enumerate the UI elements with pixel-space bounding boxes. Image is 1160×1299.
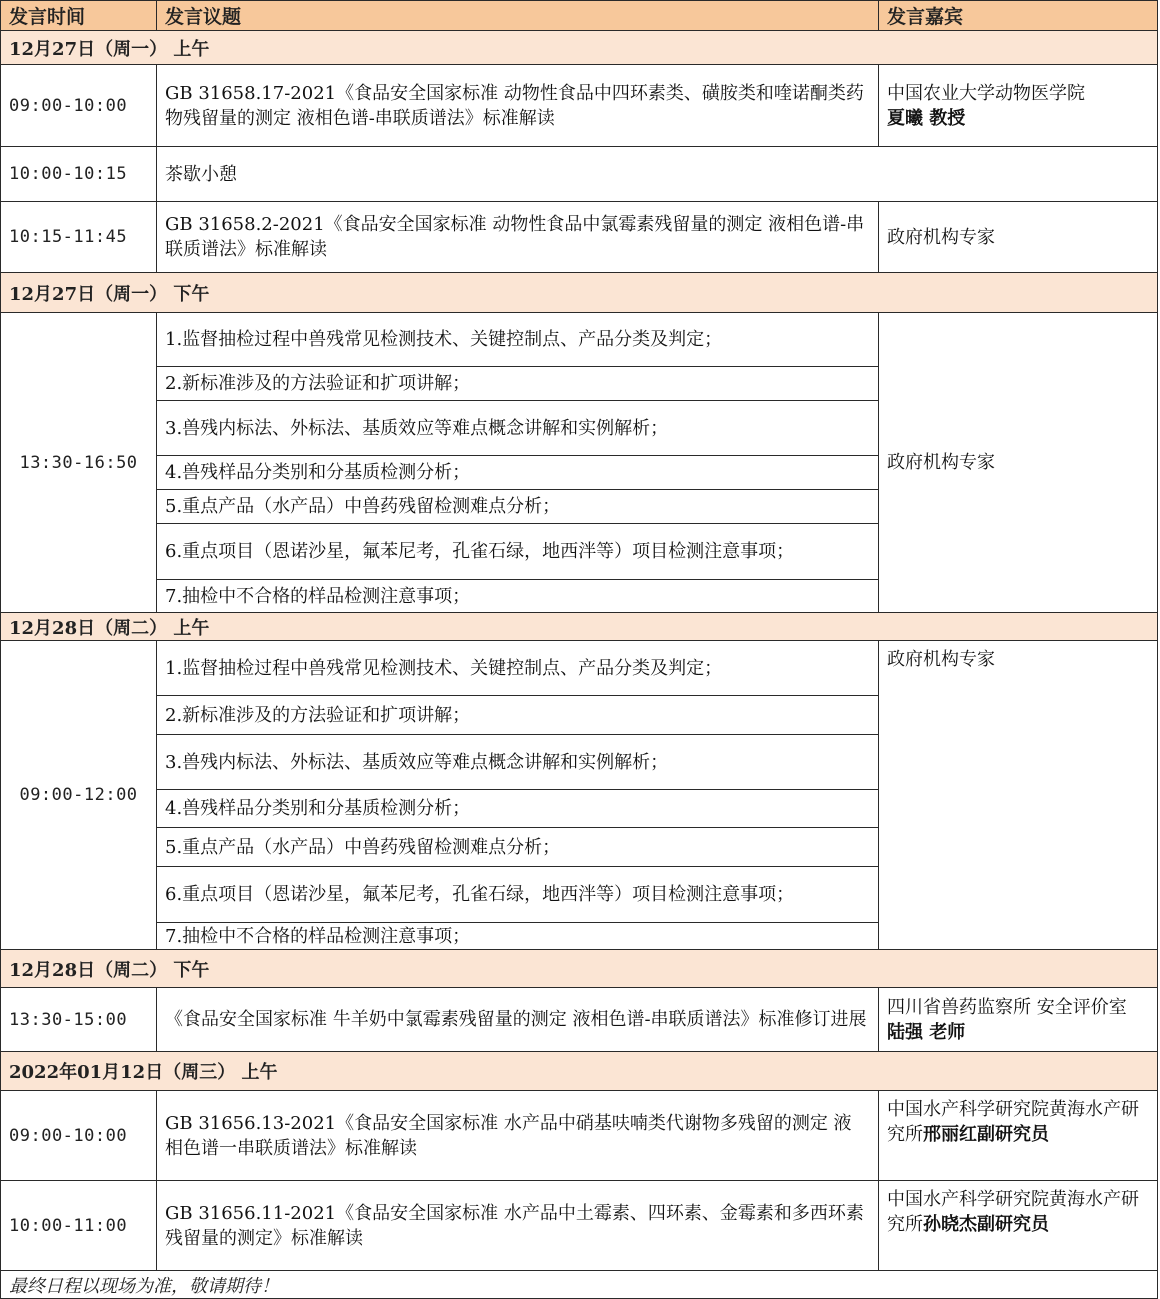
day-label: 12月27日（周一） 上午 xyxy=(9,38,210,60)
speaker-name: 邢丽红副研究员 xyxy=(923,1124,1049,1145)
topic-text: 6.重点项目（恩诺沙星，氟苯尼考，孔雀石绿，地西泮等）项目检测注意事项； xyxy=(165,884,795,905)
header-topic-label: 发言议题 xyxy=(165,6,242,28)
speaker-name: 陆强 老师 xyxy=(887,1021,966,1043)
topic-item xyxy=(156,312,879,367)
topic-text: 7.抽检中不合格的样品检测注意事项； xyxy=(165,925,471,947)
topic-item xyxy=(156,489,879,524)
topic-text: 4.兽残样品分类别和分基质检测分析； xyxy=(165,798,471,819)
topic-text: 6.重点项目（恩诺沙星，氟苯尼考，孔雀石绿，地西泮等）项目检测注意事项； xyxy=(165,541,795,562)
topic-text: 3.兽残内标法、外标法、基质效应等难点概念讲解和实例解析； xyxy=(165,417,669,439)
topic-item xyxy=(156,734,879,790)
topic-text: 5.重点产品（水产品）中兽药残留检测难点分析； xyxy=(165,496,561,517)
footer-note-text: 最终日程以现场为准，敬请期待！ xyxy=(9,1275,279,1297)
topic-text: 5.重点产品（水产品）中兽药残留检测难点分析； xyxy=(165,836,561,858)
topic-item xyxy=(156,523,879,580)
topic-item xyxy=(156,640,879,696)
topic-item xyxy=(156,695,879,735)
header-topic-cell xyxy=(156,0,879,31)
time-cell xyxy=(0,201,157,273)
day-row-3 xyxy=(0,612,1158,641)
time-cell xyxy=(0,640,157,950)
topic-cell xyxy=(156,987,879,1052)
topic-item xyxy=(156,455,879,490)
topic-text: 2.新标准涉及的方法验证和扩项讲解； xyxy=(165,704,471,726)
topic-text: GB 31658.2-2021《食品安全国家标准 动物性食品中氯霉素残留量的测定 液相色谱-串联质谱法》标准解读 xyxy=(165,214,865,260)
header-time-cell xyxy=(0,0,157,31)
day-row-5 xyxy=(0,1051,1158,1091)
time-cell xyxy=(0,987,157,1052)
topic-item xyxy=(156,922,879,950)
speaker-cell xyxy=(878,640,1158,950)
time-cell xyxy=(0,146,157,202)
speaker-org: 中国水产科学研究院黄海水产研究所 xyxy=(887,1189,1139,1235)
speaker-cell xyxy=(878,987,1158,1052)
topic-item xyxy=(156,827,879,867)
time-label: 13:30-15:00 xyxy=(9,1009,128,1030)
topic-text: 1.监督抽检过程中兽残常见检测技术、关键控制点、产品分类及判定； xyxy=(165,329,723,350)
time-label: 09:00-12:00 xyxy=(19,785,138,805)
topic-cell xyxy=(156,1090,879,1181)
topic-item xyxy=(156,789,879,828)
topic-text: 2.新标准涉及的方法验证和扩项讲解； xyxy=(165,373,471,394)
time-cell xyxy=(0,64,157,147)
speaker-name: 孙晓杰副研究员 xyxy=(923,1214,1049,1235)
speaker-org: 政府机构专家 xyxy=(887,649,995,670)
topic-item xyxy=(156,866,879,923)
break-text: 茶歇小憩 xyxy=(165,163,237,185)
time-label: 13:30-16:50 xyxy=(19,452,138,473)
time-cell xyxy=(0,1090,157,1181)
speaker-org: 中国农业大学动物医学院 xyxy=(887,82,1085,104)
topic-text: GB 31658.17-2021《食品安全国家标准 动物性食品中四环素类、磺胺类和喹诺酮类药物残留量的测定 液相色谱-串联质谱法》标准解读 xyxy=(165,82,864,129)
speaker-cell xyxy=(878,201,1158,273)
day-label: 12月28日（周二） 上午 xyxy=(9,617,210,639)
speaker-cell xyxy=(878,1180,1158,1271)
topic-item xyxy=(156,579,879,613)
speaker-name: 夏曦 教授 xyxy=(887,107,966,129)
header-speaker-cell xyxy=(878,0,1158,31)
topic-item xyxy=(156,400,879,456)
day-label: 12月28日（周二） 下午 xyxy=(9,959,210,981)
day-row-1 xyxy=(0,30,1158,65)
speaker-org: 政府机构专家 xyxy=(887,226,995,248)
time-label: 10:00-11:00 xyxy=(9,1215,128,1236)
day-label: 12月27日（周一） 下午 xyxy=(9,283,210,305)
topic-cell xyxy=(156,1180,879,1271)
day-row-2 xyxy=(0,272,1158,313)
time-cell xyxy=(0,1180,157,1271)
time-label: 09:00-10:00 xyxy=(9,1125,128,1146)
day-row-4 xyxy=(0,949,1158,988)
speaker-cell xyxy=(878,312,1158,613)
time-label: 09:00-10:00 xyxy=(9,95,128,116)
topic-text: GB 31656.11-2021《食品安全国家标准 水产品中土霉素、四环素、金霉素和多西环素残留量的测定》标准解读 xyxy=(165,1202,864,1249)
time-cell xyxy=(0,312,157,613)
topic-text: GB 31656.13-2021《食品安全国家标准 水产品中硝基呋喃类代谢物多残留的测定 液相色谱一串联质谱法》标准解读 xyxy=(165,1112,852,1159)
time-label: 10:00-10:15 xyxy=(9,164,128,184)
topic-text: 4.兽残样品分类别和分基质检测分析； xyxy=(165,462,471,483)
topic-cell xyxy=(156,201,879,273)
day-label: 2022年01月12日（周三） 上午 xyxy=(9,1062,278,1083)
topic-text: 1.监督抽检过程中兽残常见检测技术、关键控制点、产品分类及判定； xyxy=(165,657,723,679)
topic-text: 7.抽检中不合格的样品检测注意事项； xyxy=(165,585,471,607)
break-cell xyxy=(156,146,1158,202)
speaker-cell xyxy=(878,64,1158,147)
header-time-label: 发言时间 xyxy=(9,6,86,28)
topic-text: 3.兽残内标法、外标法、基质效应等难点概念讲解和实例解析； xyxy=(165,751,669,773)
speaker-org: 中国水产科学研究院黄海水产研究所 xyxy=(887,1099,1139,1145)
time-label: 10:15-11:45 xyxy=(9,227,128,247)
speaker-org: 政府机构专家 xyxy=(887,452,995,473)
speaker-cell xyxy=(878,1090,1158,1181)
topic-text: 《食品安全国家标准 牛羊奶中氯霉素残留量的测定 液相色谱-串联质谱法》标准修订进展 xyxy=(165,1009,867,1030)
header-speaker-label: 发言嘉宾 xyxy=(887,6,964,28)
speaker-org: 四川省兽药监察所 安全评价室 xyxy=(887,996,1127,1018)
topic-cell xyxy=(156,64,879,147)
footer-note xyxy=(0,1270,1158,1299)
topic-item xyxy=(156,366,879,401)
